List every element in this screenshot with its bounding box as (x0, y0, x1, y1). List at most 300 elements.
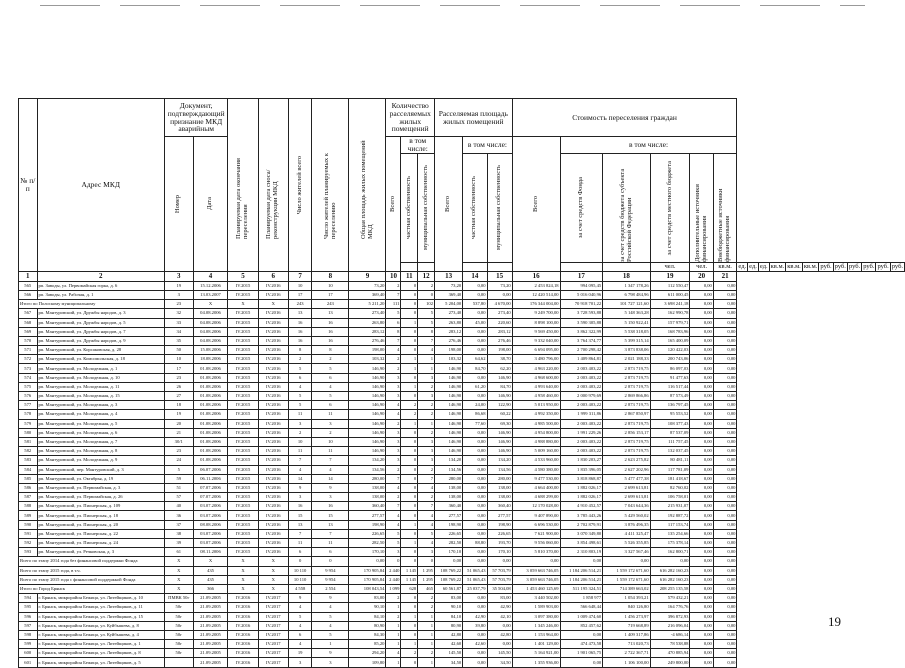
row-cell: 3 873 838,06 (603, 346, 650, 355)
header-count-municipal: муниципальная собственность (421, 165, 429, 251)
row-cell: 192 887,72 (650, 511, 690, 520)
row-cell: 2 003 403,22 (560, 364, 603, 373)
header-additional: Дополнительные источники финансирования (693, 183, 708, 262)
row-cell: IV.2016 (258, 539, 288, 548)
row-cell: 0,00 (690, 336, 713, 345)
row-cell: IV.2016 (258, 465, 288, 474)
row-cell: IV.2016 (258, 336, 288, 345)
row-cell: 0,00 (690, 355, 713, 364)
row-cell: 01.08.2006 (193, 364, 228, 373)
row-cell: 0,00 (463, 483, 487, 492)
header-residents-planned: Число жителей планируемых к переселению (322, 152, 337, 239)
table-row (19, 474, 905, 483)
row-cell: 0,00 (463, 336, 487, 345)
row-cell: 146,90 (349, 364, 386, 373)
row-cell: 1 347 178,26 (603, 281, 650, 290)
row-cell: 1 901 065,75 (560, 649, 603, 658)
row-cell: 2 623 275,82 (603, 456, 650, 465)
row-cell: 2 (418, 281, 435, 290)
row-cell: 9 (312, 483, 349, 492)
row-cell: 64,62 (463, 355, 487, 364)
row-cell: 0,00 (463, 373, 487, 382)
row-cell: 86,68 (463, 410, 487, 419)
row-cell: 146,90 (349, 410, 386, 419)
row-cell: 198,00 (349, 346, 386, 355)
row-cell: IV.2016 (258, 419, 288, 428)
row-cell: 03.07.2006 (193, 529, 228, 538)
row-cell: 146,90 (487, 392, 512, 401)
row-number: 577 (19, 401, 38, 410)
row-cell: 2 (386, 493, 401, 502)
row-cell: 26 (164, 382, 193, 391)
summary-cell: X (164, 557, 193, 566)
row-cell: 0,00 (690, 456, 713, 465)
row-cell: 146,90 (434, 382, 462, 391)
row-cell: 0,00 (713, 410, 737, 419)
summary-cell: 0,00 (512, 557, 560, 566)
summary-cell: 25 037,79 (463, 584, 487, 593)
row-cell: 16 (312, 327, 349, 336)
row-cell: 01.08.2006 (193, 447, 228, 456)
table-row (19, 630, 905, 639)
row-cell: 1 991 229,26 (560, 428, 603, 437)
summary-cell: 3 059 663 746,05 (512, 566, 560, 575)
row-cell: 5 526 355,85 (603, 539, 650, 548)
row-cell: 2 003 403,22 (560, 419, 603, 428)
row-cell: 0,00 (690, 373, 713, 382)
row-address: рп. Мантуровский, ул. Пионерская, д. 109 (37, 502, 164, 511)
row-cell: 273,40 (487, 309, 512, 318)
table-row (19, 336, 905, 345)
unit-cell-empty (487, 262, 512, 271)
header-area-private: частная собственность (470, 176, 478, 240)
row-cell: 1 409 317,86 (603, 630, 650, 639)
row-cell: 13 (288, 520, 311, 529)
row-cell: 3 (386, 456, 401, 465)
summary-cell: X (258, 300, 288, 309)
row-cell: 0,00 (690, 392, 713, 401)
row-cell: 1 (401, 539, 418, 548)
row-cell: 2 (401, 410, 418, 419)
row-cell: IV.2016 (258, 281, 288, 290)
row-cell: IV.2017 (258, 594, 288, 603)
row-cell: 19 (164, 410, 193, 419)
unit-cell-empty (560, 262, 603, 271)
row-cell: 2 021 188,33 (603, 355, 650, 364)
summary-cell: 9 954 (312, 566, 349, 575)
row-cell: 50г (164, 649, 193, 658)
row-cell: 0 (401, 456, 418, 465)
row-cell: 88,80 (463, 539, 487, 548)
column-number: 16 (512, 271, 560, 281)
row-cell: IV.2015 (228, 474, 258, 483)
row-cell: 4 (418, 539, 435, 548)
row-cell: 83,00 (349, 594, 386, 603)
row-cell: 4 580 380,00 (512, 465, 560, 474)
row-cell: 0,00 (713, 548, 737, 557)
row-cell: 0,00 (713, 336, 737, 345)
summary-cell: 102 (418, 300, 435, 309)
row-cell: 2 627 202,96 (603, 465, 650, 474)
row-cell: 06.07.2006 (193, 465, 228, 474)
row-address: рп. Мантуровский, ул. Комсомольская, д. 18 (37, 355, 164, 364)
row-cell: IV.2015 (228, 511, 258, 520)
row-cell: 87 537,09 (650, 428, 690, 437)
row-cell: 280,00 (487, 474, 512, 483)
row-cell: 7 (418, 474, 435, 483)
row-cell: 0,00 (713, 447, 737, 456)
row-cell: 0,00 (713, 290, 737, 299)
row-cell: IV.2016 (228, 640, 258, 649)
row-cell: 2 873 719,75 (603, 373, 650, 382)
row-cell: 57 (164, 493, 193, 502)
row-cell: 6 (288, 373, 311, 382)
row-cell: 2 699 613,81 (603, 483, 650, 492)
row-cell: IV.2015 (228, 456, 258, 465)
row-cell: 4 (288, 603, 311, 612)
row-cell: 34,50 (487, 658, 512, 667)
row-cell: 90,10 (349, 603, 386, 612)
row-cell: 32 (164, 309, 193, 318)
row-cell: 5 (418, 318, 435, 327)
row-cell: 83,00 (487, 594, 512, 603)
summary-cell: 616 282 160,23 (650, 566, 690, 575)
row-cell: IV.2015 (228, 364, 258, 373)
row-cell: 0,00 (713, 281, 737, 290)
row-cell: 2 702 879,91 (560, 520, 603, 529)
row-cell (164, 658, 193, 667)
summary-cell: 0,00 (690, 557, 713, 566)
row-cell: 13.03.2007 (193, 290, 228, 299)
row-cell: IV.2015 (228, 336, 258, 345)
row-cell: 4 (386, 410, 401, 419)
table-row (19, 640, 905, 649)
row-cell: IV.2015 (228, 401, 258, 410)
row-cell: 15.08.2006 (193, 346, 228, 355)
row-cell: 4 (386, 401, 401, 410)
header-subject-budget: за счет средств бюджета субъекта Российской Федерации (618, 168, 633, 262)
row-cell: 8 (418, 327, 435, 336)
row-cell: 12 170 028,00 (512, 502, 560, 511)
row-cell: 87 573,49 (650, 392, 690, 401)
row-address: рп. Мантуровский, ул. Молодежная, д. 6 (37, 428, 164, 437)
row-cell: 0,00 (690, 539, 713, 548)
row-cell: 4 (386, 649, 401, 658)
summary-cell: 4 670,00 (487, 300, 512, 309)
row-cell: 95 553,52 (650, 410, 690, 419)
summary-cell: 435 (193, 575, 228, 584)
table-row (19, 493, 905, 502)
row-number: 601 (19, 658, 38, 667)
row-cell: 0,00 (487, 640, 512, 649)
row-cell: 1 (401, 382, 418, 391)
column-number: 15 (487, 271, 512, 281)
row-cell: IV.2015 (228, 355, 258, 364)
row-cell: 0,00 (690, 447, 713, 456)
row-cell: 77,60 (463, 419, 487, 428)
row-cell: 0,00 (713, 346, 737, 355)
row-cell: 4 (418, 346, 435, 355)
row-address: г. Брянск, микрорайон Бежица, ул. Литейщиков, д. 11 (37, 603, 164, 612)
row-cell: IV.2016 (258, 529, 288, 538)
row-cell: 0,00 (690, 511, 713, 520)
row-cell: 2 (312, 355, 349, 364)
row-cell: 85,20 (349, 640, 386, 649)
column-number: 1 (19, 271, 38, 281)
row-cell: 0 (401, 309, 418, 318)
row-cell: 1 (418, 658, 435, 667)
row-cell: 0,00 (713, 520, 737, 529)
row-cell: 5 (312, 630, 349, 639)
row-cell: 80 481,11 (650, 456, 690, 465)
row-cell: 0,00 (690, 649, 713, 658)
row-cell: 0,00 (463, 511, 487, 520)
table-row (19, 373, 905, 382)
table-row (19, 355, 905, 364)
row-cell: 146,90 (487, 447, 512, 456)
row-cell: 162 990,78 (650, 309, 690, 318)
row-cell: 50г (164, 630, 193, 639)
row-cell: 1 (312, 640, 349, 649)
row-cell: 146,90 (434, 447, 462, 456)
row-cell: IV.2015 (228, 428, 258, 437)
row-cell: 04.08.2006 (193, 327, 228, 336)
summary-cell: 3 059 663 746,05 (512, 575, 560, 584)
row-cell: 01.08.2006 (193, 428, 228, 437)
row-cell: IV.2016 (228, 630, 258, 639)
row-cell: 0,00 (463, 447, 487, 456)
summary-cell: 0,00 (463, 557, 487, 566)
row-cell: 1 (418, 621, 435, 630)
row-cell: 0,00 (463, 309, 487, 318)
row-cell: 283,12 (434, 327, 462, 336)
row-cell: 226,65 (487, 529, 512, 538)
row-cell: 3 (288, 658, 311, 667)
row-cell: 0 (401, 290, 418, 299)
row-cell: 2 000 979,69 (560, 392, 603, 401)
row-cell: 3 (386, 447, 401, 456)
row-cell: 263,80 (349, 318, 386, 327)
row-cell: 1 (418, 630, 435, 639)
row-cell: IV.2016 (258, 437, 288, 446)
row-cell: 9 556 060,00 (512, 539, 560, 548)
row-cell: 2 722 367,71 (603, 649, 650, 658)
row-cell: 4 910 452,57 (560, 502, 603, 511)
summary-label: Всего по этапу 2015 года, в т.ч. (19, 566, 165, 575)
row-address: рп. Мантуровский, ул. Молодежная, д. 1 (37, 364, 164, 373)
row-cell: ПМВК 50г (164, 594, 193, 603)
table-row (19, 612, 905, 621)
row-cell: IV.2015 (228, 309, 258, 318)
row-cell: 4 (288, 621, 311, 630)
row-cell: IV.2015 (228, 483, 258, 492)
row-cell: 0,00 (690, 419, 713, 428)
row-cell: 21.09.2005 (193, 603, 228, 612)
row-cell: 175 378,14 (650, 539, 690, 548)
row-cell: 4 (288, 465, 311, 474)
column-number-row (19, 271, 905, 281)
row-cell: 0,00 (713, 318, 737, 327)
row-cell: 17 (288, 290, 311, 299)
row-cell: 0,00 (463, 290, 487, 299)
row-cell: 8 (312, 346, 349, 355)
row-number: 578 (19, 410, 38, 419)
row-cell: 45,00 (463, 318, 487, 327)
row-cell: IV.2015 (228, 529, 258, 538)
row-cell: 50 (164, 346, 193, 355)
row-cell: 2 873 719,75 (603, 437, 650, 446)
row-cell: 4 954 800,00 (512, 428, 560, 437)
unit-cell: ед. (738, 263, 747, 271)
row-cell: 0,00 (690, 621, 713, 630)
row-address: рп. Мантуровский, ул. Дружбы народов, д. 7 (37, 327, 164, 336)
row-cell: 5 538 318,05 (603, 327, 650, 336)
row-cell: 9 (312, 594, 349, 603)
summary-cell: 1 295 (418, 575, 435, 584)
row-cell: IV.2016 (258, 346, 288, 355)
row-cell: 0,00 (690, 483, 713, 492)
page-number: 19 (828, 614, 841, 629)
row-number: 565 (19, 281, 38, 290)
row-cell: 7 (312, 529, 349, 538)
row-cell: 4 963 220,00 (512, 364, 560, 373)
row-cell: 36 (164, 511, 193, 520)
summary-cell: 511 195 324,51 (560, 584, 603, 593)
row-cell: 21.09.2005 (193, 594, 228, 603)
summary-label: Итого по Город Брянск (19, 584, 165, 593)
row-cell: 08.11.2006 (193, 548, 228, 557)
row-cell: 2 700 298,42 (560, 346, 603, 355)
row-cell: 3 (312, 493, 349, 502)
summary-cell: 3 698 241,18 (650, 300, 690, 309)
row-cell: 0,00 (463, 437, 487, 446)
row-cell: 198,00 (434, 346, 462, 355)
row-cell: IV.2015 (228, 539, 258, 548)
row-cell: 18 (164, 401, 193, 410)
row-cell: 282,50 (349, 539, 386, 548)
row-cell: 146,90 (349, 447, 386, 456)
summary-cell: 0,00 (650, 557, 690, 566)
row-cell: 3 854 498,61 (560, 539, 603, 548)
row-cell: 4 993 640,00 (512, 382, 560, 391)
row-cell: 162 800,71 (650, 548, 690, 557)
table-row (19, 621, 905, 630)
row-cell: 2 003 403,22 (560, 437, 603, 446)
row-cell: 7 043 644,36 (603, 502, 650, 511)
row-cell: 21.09.2005 (193, 621, 228, 630)
row-cell: 1 054 393,21 (603, 594, 650, 603)
row-number: 571 (19, 346, 38, 355)
row-address: рп. Мантуровский, ул. Дружбы народов, д. 5 (37, 318, 164, 327)
row-cell: IV.2016 (228, 621, 258, 630)
resettlement-table (18, 98, 905, 668)
summary-cell: 0 (418, 557, 435, 566)
row-cell: 1 456 273,97 (603, 612, 650, 621)
row-cell: IV.2016 (258, 447, 288, 456)
row-cell: 226,65 (349, 529, 386, 538)
row-cell: 3 (288, 419, 311, 428)
row-cell: 0,00 (713, 373, 737, 382)
row-cell: 138,00 (487, 483, 512, 492)
summary-cell: 101 727 121,60 (603, 300, 650, 309)
row-cell: 3 097 380,00 (512, 612, 560, 621)
row-address: рп. Заводы, ул. Рабочая, д. 1 (37, 290, 164, 299)
row-cell: IV.2016 (258, 392, 288, 401)
row-cell: 6 (288, 630, 311, 639)
row-cell: 396 872,93 (650, 612, 690, 621)
row-cell: 1 (401, 355, 418, 364)
row-cell: 0,00 (690, 658, 713, 667)
row-cell: 276,46 (487, 336, 512, 345)
row-cell: 4 (386, 520, 401, 529)
row-cell: 01.08.2006 (193, 410, 228, 419)
row-cell: 215 931,07 (650, 502, 690, 511)
row-cell: 11 (288, 539, 311, 548)
unit-cell: кв.м. (803, 263, 818, 271)
row-address: рп. Мантуровский, ул. Дружбы народов, д. 3 (37, 309, 164, 318)
row-cell: 3 (418, 548, 435, 557)
row-cell: 0,00 (463, 548, 487, 557)
table-row (19, 318, 905, 327)
row-address: рп. Мантуровский, ул. Молодежная, д. 9 (37, 456, 164, 465)
row-cell: IV.2016 (258, 511, 288, 520)
row-cell: 4 411 325,47 (603, 529, 650, 538)
row-cell: 146,90 (434, 373, 462, 382)
header-address: Адрес МКД (37, 99, 164, 272)
table-row (19, 649, 905, 658)
row-cell: 0 (401, 474, 418, 483)
row-cell: 04.08.2006 (193, 309, 228, 318)
row-cell: 165 400,09 (650, 336, 690, 345)
row-cell: 14 (312, 474, 349, 483)
summary-cell: 0 (401, 300, 418, 309)
row-address: рп. Мантуровский, ул. Молодежная, д. 7 (37, 437, 164, 446)
row-cell: 146,90 (349, 437, 386, 446)
row-cell: 10 (288, 281, 311, 290)
row-cell: 6 (288, 548, 311, 557)
row-cell: IV.2015 (228, 392, 258, 401)
row-cell: 1 (418, 355, 435, 364)
row-cell: IV.2015 (228, 290, 258, 299)
row-cell: 1 830 203,27 (560, 456, 603, 465)
header-area-group: Расселяемая площадь жилых помещений (434, 99, 512, 137)
row-address: г. Брянск, микрорайон Бежица, ул. Литейщиков, д. 5 (37, 658, 164, 667)
row-cell: 136 797,45 (650, 401, 690, 410)
row-cell: IV.2016 (258, 548, 288, 557)
row-cell: 17 (164, 364, 193, 373)
row-cell: 84,10 (349, 612, 386, 621)
row-cell: 146,90 (349, 419, 386, 428)
row-cell: 34,50 (434, 658, 462, 667)
row-cell: 0,00 (713, 539, 737, 548)
row-cell: 5 810 370,00 (512, 548, 560, 557)
unit-cell-empty (463, 262, 487, 271)
row-cell: 11 (312, 410, 349, 419)
summary-cell: 0,00 (434, 557, 462, 566)
row-cell: 0 (401, 483, 418, 492)
row-cell: 145,50 (434, 649, 462, 658)
row-cell: 1 999 311,86 (560, 410, 603, 419)
row-cell: 109,80 (349, 658, 386, 667)
row-cell: 0,00 (690, 548, 713, 557)
row-cell: 2 (312, 428, 349, 437)
row-cell: 0,00 (690, 520, 713, 529)
row-cell: 4 985 500,00 (512, 419, 560, 428)
row-cell: 0 (401, 529, 418, 538)
row-address: рп. Мантуровский, ул. Молодежная, д. 8 (37, 447, 164, 456)
row-cell: 0,00 (690, 364, 713, 373)
row-cell: IV.2016 (258, 401, 288, 410)
